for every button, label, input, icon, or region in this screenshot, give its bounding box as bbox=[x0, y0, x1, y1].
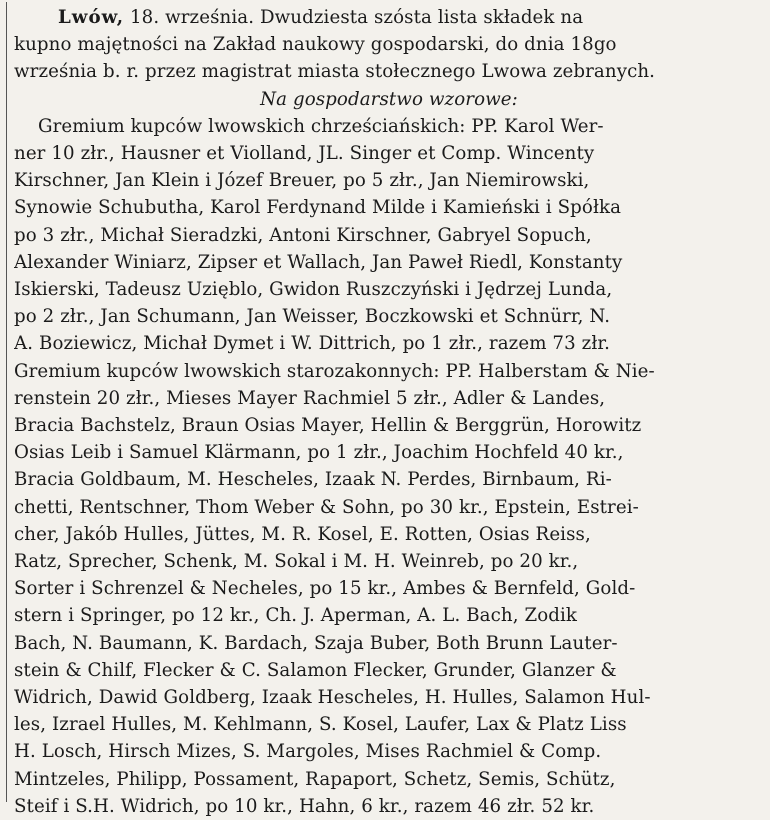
body-line: Ratz, Sprecher, Schenk, M. Sokal i M. H. Weinreb, po 20 kr., bbox=[14, 551, 579, 573]
donor-list bbox=[14, 113, 764, 820]
dateline bbox=[14, 4, 764, 31]
intro-line-3: września b. r. przez magistrat miasta stołecznego Lwowa zebranych. bbox=[14, 61, 656, 83]
body-line: Alexander Winiarz, Zipser et Wallach, Jan Paweł Riedl, Konstanty bbox=[14, 251, 623, 273]
dateline-text: 18. września. Dwudziesta szósta lista składek na bbox=[124, 7, 584, 28]
intro-line-2: kupno majętności na Zakład naukowy gospodarski, do dnia 18go bbox=[14, 34, 617, 56]
body-line: Kirschner, Jan Klein i Józef Breuer, po 5 złr., Jan Niemirowski, bbox=[14, 170, 590, 192]
body-line: chetti, Rentschner, Thom Weber & Sohn, po 30 kr., Epstein, Estrei- bbox=[14, 496, 639, 518]
body-line: Gremium kupców lwowskich starozakonnych: PP. Halberstam & Nie- bbox=[14, 360, 655, 382]
body-line: Bracia Bachstelz, Braun Osias Mayer, Hellin & Berggrün, Horowitz bbox=[14, 415, 642, 437]
body-line: Osias Leib i Samuel Klärmann, po 1 złr., Joachim Hochfeld 40 kr., bbox=[14, 442, 624, 464]
body-line: Widrich, Dawid Goldberg, Izaak Hescheles, H. Hulles, Salamon Hul- bbox=[14, 687, 651, 709]
body-line: Bach, N. Baumann, K. Bardach, Szaja Buber, Both Brunn Lauter- bbox=[14, 632, 618, 654]
column-rule bbox=[6, 2, 7, 802]
body-line: ner 10 złr., Hausner et Violland, JL. Singer et Comp. Wincenty bbox=[14, 143, 595, 165]
body-line: les, Izrael Hulles, M. Kehlmann, S. Kosel, Laufer, Lax & Platz Liss bbox=[14, 714, 627, 736]
body-line: Synowie Schubutha, Karol Ferdynand Milde i Kamieński i Spółka bbox=[14, 197, 622, 219]
dateline-city: Lwów, bbox=[58, 7, 125, 28]
body-line: A. Boziewicz, Michał Dymet i W. Dittrich, po 1 złr., razem 73 złr. bbox=[14, 333, 611, 355]
body-line: Sorter i Schrenzel & Necheles, po 15 kr., Ambes & Bernfeld, Gold- bbox=[14, 578, 636, 600]
body-line: po 2 złr., Jan Schumann, Jan Weisser, Boczkowski et Schnürr, N. bbox=[14, 306, 611, 328]
article-body bbox=[14, 4, 764, 820]
subheading: Na gospodarstwo wzorowe: bbox=[260, 88, 518, 110]
body-line: cher, Jakób Hulles, Jüttes, M. R. Kosel, E. Rotten, Osias Reiss, bbox=[14, 523, 591, 545]
body-line: po 3 złr., Michał Sieradzki, Antoni Kirschner, Gabryel Sopuch, bbox=[14, 224, 592, 246]
body-line: H. Losch, Hirsch Mizes, S. Margoles, Mises Rachmiel & Comp. bbox=[14, 741, 602, 763]
body-line: stein & Chilf, Flecker & C. Salamon Flecker, Grunder, Glanzer & bbox=[14, 659, 617, 681]
body-line: Gremium kupców lwowskich chrześciańskich: PP. Karol Wer- bbox=[38, 115, 604, 137]
body-line: Mintzeles, Philipp, Possament, Rapaport, Schetz, Semis, Schütz, bbox=[14, 768, 616, 790]
body-line: Steif i S.H. Widrich, po 10 kr., Hahn, 6 kr., razem 46 złr. 52 kr. bbox=[14, 795, 595, 817]
body-line: Iskierski, Tadeusz Uzięblo, Gwidon Ruszczyński i Jędrzej Lunda, bbox=[14, 279, 613, 301]
body-line: stern i Springer, po 12 kr., Ch. J. Aperman, A. L. Bach, Zodik bbox=[14, 605, 578, 627]
body-line: Bracia Goldbaum, M. Hescheles, Izaak N. Perdes, Birnbaum, Ri- bbox=[14, 469, 612, 491]
body-line: renstein 20 złr., Mieses Mayer Rachmiel 5 złr., Adler & Landes, bbox=[14, 387, 606, 409]
